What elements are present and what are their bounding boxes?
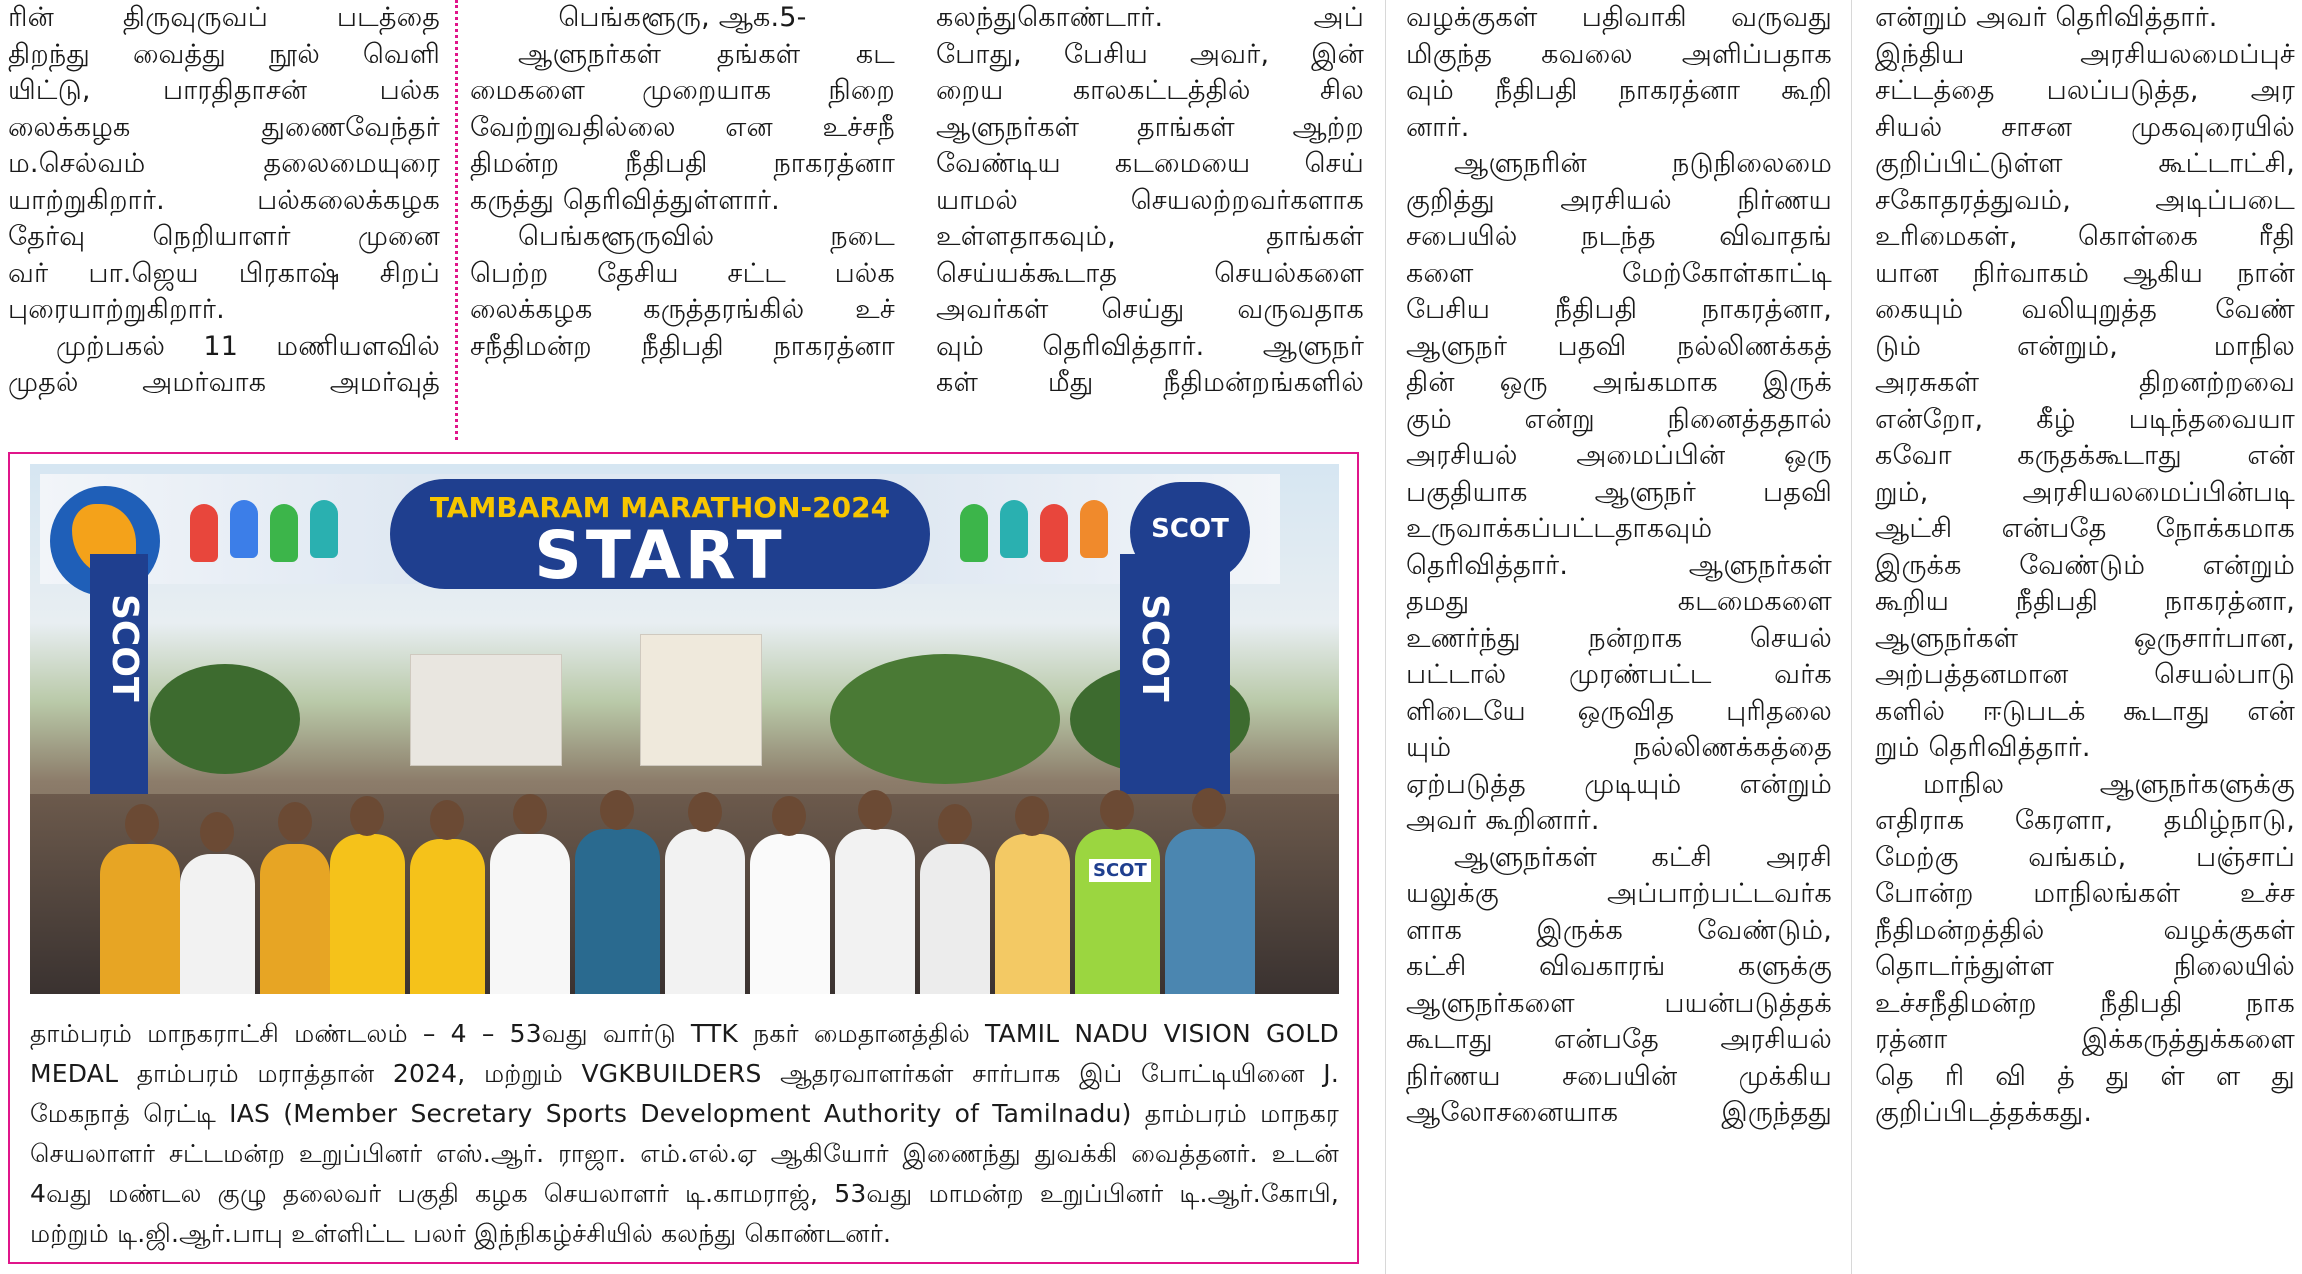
text-line: அரசுகள் திறனற்றவை	[1875, 367, 2295, 398]
text-line: றைய காலகட்டத்தில் சில	[936, 75, 1364, 106]
person-shape	[1075, 829, 1160, 994]
runner-figure-icon	[230, 500, 258, 558]
person-shape	[750, 834, 830, 994]
text-line: பெற்ற தேசிய சட்ட பல்க	[470, 257, 895, 289]
text-line: ஆளுநர்களை பயன்படுத்தக்	[1406, 987, 1832, 1019]
person-head	[772, 796, 806, 836]
text-line: களில் ஈடுபடக் கூடாது என்	[1875, 695, 2295, 727]
text-line: அவர் கூறினார்.	[1406, 805, 1600, 836]
text-line: கருத்து தெரிவித்துள்ளார்.	[470, 184, 780, 216]
text-line: திமன்ற நீதிபதி நாகரத்னா	[470, 148, 895, 179]
article-column-1	[8, 0, 440, 402]
text-line: பகுதியாக ஆளுநர் பதவி	[1406, 476, 1832, 508]
start-sign	[390, 479, 930, 594]
crowd	[30, 794, 1339, 994]
text-line: புரையாற்றுகிறார்.	[8, 294, 225, 325]
text-line: கும் என்று நினைத்ததால்	[1406, 403, 1832, 435]
text-line: தின் ஒரு அங்கமாக இருக்	[1406, 367, 1832, 398]
person-shape	[920, 844, 990, 994]
text-line: மிகுந்த கவலை அளிப்பதாக	[1406, 38, 1832, 70]
scot-logo-text: SCOT	[1151, 514, 1229, 544]
text-line: குறிப்பிடத்தக்கது.	[1875, 1097, 2093, 1128]
person-shape	[1165, 829, 1255, 994]
start-arch-banner	[40, 474, 1280, 594]
caption-line: மற்றும் டி.ஜி.ஆர்.பாபு உள்ளிட்ட பலர் இந்நிகழ்ச்சியில் கலந்து கொண்டனர்.	[30, 1219, 892, 1248]
text-line: கட்சி விவகாரங் களுக்கு	[1406, 951, 1832, 982]
column-divider	[1851, 0, 1852, 1274]
text-line: ஆளுநர்கள் கட்சி அரசி	[1454, 841, 1832, 873]
text-line: பெங்களூருவில் நடை	[518, 221, 895, 252]
caption-line: MEDAL தாம்பரம் மராத்தான் 2024, மற்றும் VGKBUILDERS ஆதரவாளர்கள் சார்பாக இப் போட்டியினை J.	[30, 1059, 1339, 1088]
dateline: பெங்களூரு, ஆக.5-	[558, 2, 807, 33]
text-line: உள்ளதாகவும், தாங்கள்	[936, 221, 1364, 252]
photo-feature-box	[8, 452, 1359, 1264]
text-line: டும் என்றும், மாநில	[1875, 330, 2295, 362]
text-line: ளிடையே ஒருவித புரிதலை	[1406, 695, 1832, 727]
text-line: சியல் சாசன முகவுரையில்	[1875, 111, 2295, 143]
text-line: அவர்கள் செய்து வருவதாக	[936, 294, 1364, 325]
text-line: ஆலோசனையாக இருந்தது	[1406, 1097, 1832, 1128]
text-line: ஆளுநர்கள் தங்கள் கட	[518, 38, 895, 70]
person-shape	[835, 829, 915, 994]
text-line: ஆளுநர்கள் ஒருசார்பான,	[1875, 622, 2295, 654]
text-line: றும் தெரிவித்தார்.	[1875, 732, 2091, 763]
person-head	[430, 800, 464, 840]
runner-figure-icon	[960, 504, 988, 562]
text-line: உணர்ந்து நன்றாக செயல்	[1406, 622, 1832, 654]
runner-figure-icon	[1080, 500, 1108, 558]
text-line: எதிராக கேரளா, தமிழ்நாடு,	[1875, 805, 2295, 836]
tree-shape	[150, 664, 300, 774]
text-line: மைகளை முறையாக நிறை	[470, 75, 895, 106]
article-column-4	[1406, 0, 1832, 1132]
text-line: னார்.	[1406, 111, 1470, 143]
text-line: முற்பகல் 11 மணியளவில்	[56, 330, 440, 362]
text-line: வும் நீதிபதி நாகரத்னா கூறி	[1406, 75, 1832, 106]
text-line: சட்டத்தை பலப்படுத்த, அர	[1875, 75, 2295, 106]
caption-line: 4வது மண்டல குழு தலைவர் பகுதி கழக செயலாளர் டி.காமராஜ், 53வது மாமன்ற உறுப்பினர் டி.ஆர்.கோபி,	[30, 1179, 1339, 1208]
person-head	[1192, 788, 1226, 828]
text-line: சநீதிமன்ற நீதிபதி நாகரத்னா	[470, 330, 895, 362]
person-head	[278, 802, 312, 842]
text-line: தெ ரி வி த் து ள் ள து	[1875, 1060, 2295, 1092]
text-line: நீதிமன்றத்தில் வழக்குகள்	[1875, 914, 2295, 946]
person-head	[350, 796, 384, 836]
text-line: களை மேற்கோள்காட்டி	[1406, 257, 1832, 289]
person-shape	[410, 839, 485, 994]
caption-line: செயலாளர் சட்டமன்ற உறுப்பினர் எஸ்.ஆர். ராஜா. எம்.எல்.ஏ ஆகியோர் இணைந்து துவக்கி வைத்தனர். உடன்	[30, 1139, 1339, 1168]
pillar-text: SCOT	[1134, 594, 1175, 702]
text-line: நிர்ணய சபையின் முக்கிய	[1406, 1060, 1832, 1092]
text-line: அற்பத்தனமான செயல்பாடு	[1875, 659, 2295, 690]
photo-caption	[30, 1014, 1339, 1254]
text-line: தெரிவித்தார். ஆளுநர்கள்	[1406, 549, 1832, 581]
text-line: கூடாது என்பதே அரசியல்	[1406, 1024, 1832, 1055]
column-divider	[455, 0, 458, 440]
shirt-logo-text: SCOT	[1089, 859, 1151, 882]
column-divider	[1385, 0, 1386, 1274]
marathon-title: TAMBARAM MARATHON-2024	[429, 491, 891, 524]
text-line: யாற்றுகிறார். பல்கலைக்கழக	[8, 184, 440, 216]
text-line: மாநில ஆளுநர்களுக்கு	[1923, 768, 2295, 800]
text-line: யிட்டு, பாரதிதாசன் பல்க	[8, 75, 440, 106]
person-head	[1015, 796, 1049, 836]
runner-figure-icon	[1040, 504, 1068, 562]
caption-line: தாம்பரம் மாநகராட்சி மண்டலம் – 4 – 53வது வார்டு TTK நகர் மைதானத்தில் TAMIL NADU VISION GOLD	[30, 1019, 1339, 1048]
text-line: சபையில் நடந்த விவாதங்	[1406, 221, 1832, 252]
person-head	[125, 804, 159, 844]
article-column-3	[936, 0, 1364, 402]
text-line: ளாக இருக்க வேண்டும்,	[1406, 914, 1832, 946]
text-line: வழக்குகள் பதிவாகி வருவது	[1406, 2, 1832, 33]
text-line: என்றும் அவர் தெரிவித்தார்.	[1875, 2, 2218, 33]
text-line: மேற்கு வங்கம், பஞ்சாப்	[1875, 841, 2295, 873]
text-line: தமது கடமைகளை	[1406, 586, 1832, 617]
text-line: வேண்டிய கடமையை செய்	[936, 148, 1364, 179]
text-line: போது, பேசிய அவர், இன்	[936, 38, 1364, 70]
person-shape	[575, 829, 660, 994]
text-line: ம.செல்வம் தலைமையுரை	[8, 148, 440, 179]
text-line: யான நிர்வாகம் ஆகிய நான்	[1875, 257, 2295, 289]
person-shape	[490, 834, 570, 994]
article-column-2	[470, 0, 895, 365]
runner-figure-icon	[1000, 500, 1028, 558]
person-head	[600, 790, 634, 830]
text-line: ரின் திருவுருவப் படத்தை	[8, 2, 440, 33]
text-line: லைக்கழக கருத்தரங்கில் உச்	[470, 294, 895, 325]
person-head	[1100, 790, 1134, 830]
text-line: கையும் வலியுறுத்த வேண்	[1875, 294, 2295, 325]
text-line: கூறிய நீதிபதி நாகரத்னா,	[1875, 586, 2295, 617]
text-line: போன்ற மாநிலங்கள் உச்ச	[1875, 878, 2295, 909]
person-shape	[995, 834, 1070, 994]
text-line: ரத்னா இக்கருத்துக்களை	[1875, 1024, 2295, 1055]
caption-line: மேகநாத் ரெட்டி IAS (Member Secretary Sports Development Authority of Tamilnadu) தாம்பரம் மாநகர	[30, 1099, 1339, 1128]
text-line: இருக்க வேண்டும் என்றும்	[1875, 549, 2295, 581]
person-head	[938, 804, 972, 844]
runner-figure-icon	[190, 504, 218, 562]
person-shape	[100, 844, 180, 994]
person-head	[200, 812, 234, 852]
person-shape	[665, 829, 745, 994]
pillar-text: SCOT	[104, 594, 145, 702]
tree-shape	[830, 654, 1060, 784]
text-line: யாமல் செயலற்றவர்களாக	[936, 184, 1364, 216]
text-line: குறிப்பிட்டுள்ள கூட்டாட்சி,	[1875, 148, 2295, 179]
text-line: றும், அரசியலமைப்பின்படி	[1875, 476, 2295, 508]
text-line: ஆளுநரின் நடுநிலைமை	[1454, 148, 1832, 179]
text-line: பேசிய நீதிபதி நாகரத்னா,	[1406, 294, 1832, 325]
person-shape	[330, 834, 405, 994]
text-line: யும் நல்லிணக்கத்தை	[1406, 732, 1832, 763]
text-line: உருவாக்கப்பட்டதாகவும்	[1406, 513, 1713, 544]
text-line: அரசியல் அமைப்பின் ஒரு	[1406, 440, 1832, 471]
text-line: கலந்துகொண்டார். அப்	[936, 2, 1364, 33]
person-shape	[180, 854, 255, 994]
text-line: வர் பா.ஜெய பிரகாஷ் சிறப்	[8, 257, 440, 289]
text-line: இந்திய அரசியலமைப்புச்	[1875, 38, 2295, 70]
text-line: முதல் அமர்வாக அமர்வுத்	[8, 367, 440, 398]
marathon-photo	[30, 464, 1339, 994]
person-head	[858, 790, 892, 830]
person-head	[688, 792, 722, 832]
text-line: லைக்கழக துணைவேந்தர்	[8, 111, 440, 143]
text-line: ஏற்படுத்த முடியும் என்றும்	[1406, 768, 1832, 800]
text-line: உச்சநீதிமன்ற நீதிபதி நாக	[1875, 987, 2295, 1019]
runner-figure-icon	[310, 500, 338, 558]
text-line: யலுக்கு அப்பாற்பட்டவர்க	[1406, 878, 1832, 909]
building-shape	[410, 654, 562, 766]
text-line: கவோ கருதக்கூடாது என்	[1875, 440, 2295, 471]
text-line: திறந்து வைத்து நூல் வெளி	[8, 38, 440, 70]
text-line: பட்டால் முரண்பட்ட வர்க	[1406, 659, 1832, 690]
text-line: வேற்றுவதில்லை என உச்சநீ	[470, 111, 895, 143]
runner-figure-icon	[270, 504, 298, 562]
text-line: ஆட்சி என்பதே நோக்கமாக	[1875, 513, 2295, 544]
text-line: வும் தெரிவித்தார். ஆளுநர்	[936, 330, 1364, 362]
text-line: என்றோ, கீழ் படிந்தவையா	[1875, 403, 2295, 435]
text-line: கள் மீது நீதிமன்றங்களில்	[936, 367, 1364, 398]
text-line: தேர்வு நெறியாளர் முனை	[8, 221, 440, 252]
text-line: ஆளுநர்கள் தாங்கள் ஆற்ற	[936, 111, 1364, 143]
text-line: உரிமைகள், கொள்கை ரீதி	[1875, 221, 2295, 252]
text-line: செய்யக்கூடாத செயல்களை	[936, 257, 1364, 289]
article-column-5	[1875, 0, 2295, 1132]
text-line: குறித்து அரசியல் நிர்ணய	[1406, 184, 1832, 216]
text-line: தொடர்ந்துள்ள நிலையில்	[1875, 951, 2295, 982]
start-label: START	[534, 517, 786, 594]
person-shape	[260, 844, 330, 994]
person-head	[513, 794, 547, 834]
text-line: ஆளுநர் பதவி நல்லிணக்கத்	[1406, 330, 1832, 362]
text-line: சகோதரத்துவம், அடிப்படை	[1875, 184, 2295, 216]
building-shape	[640, 634, 762, 766]
